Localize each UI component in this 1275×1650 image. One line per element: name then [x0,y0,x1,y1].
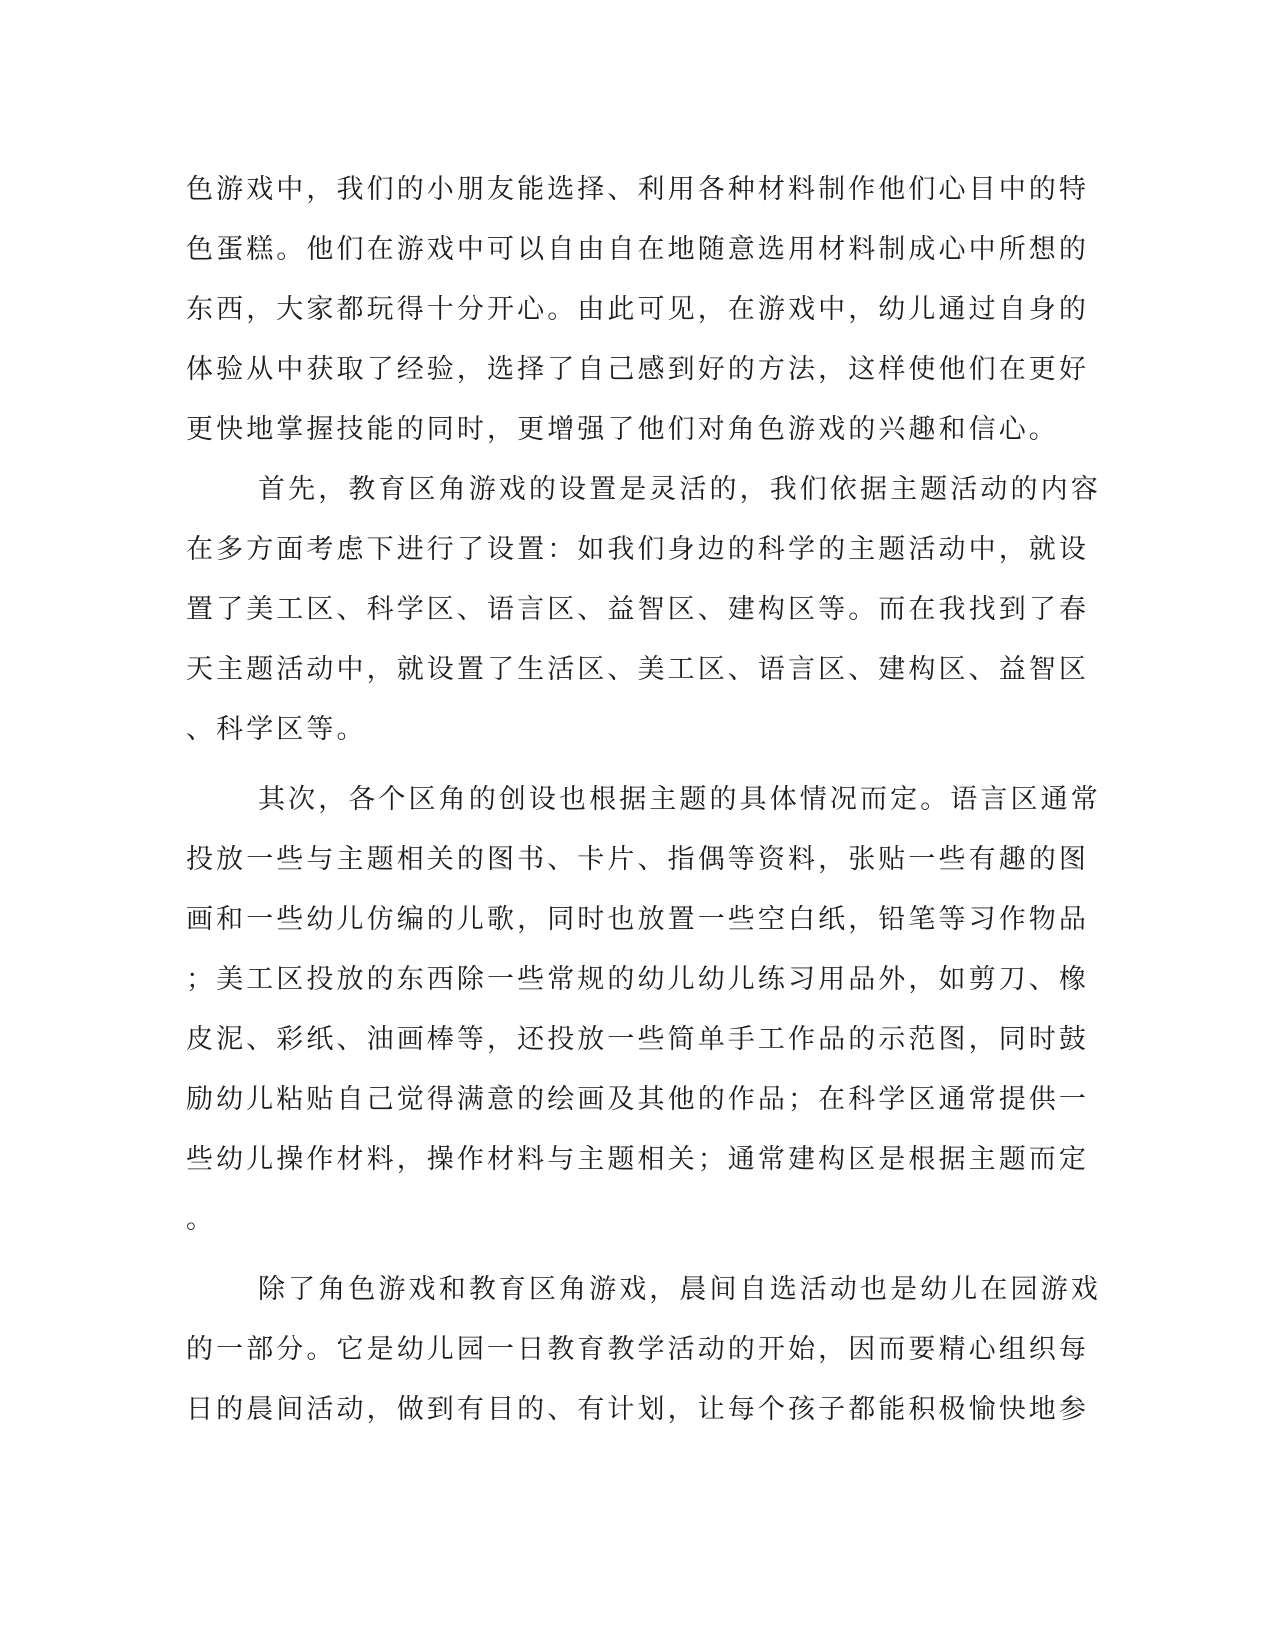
text-line: 、科学区等。 [186,714,367,745]
text-line: 画和一些幼儿仿编的儿歌，同时也放置一些空白纸，铅笔等习作物品 [186,904,1089,935]
text-line: 。 [186,1204,217,1235]
paragraph-gap [186,760,1066,770]
paragraph-gap [186,1250,1066,1260]
text-line: 在多方面考虑下进行了设置：如我们身边的科学的主题活动中，就设 [186,534,1089,565]
text-line: 些幼儿操作材料，操作材料与主题相关；通常建构区是根据主题而定 [186,1144,1089,1175]
text-line: 东西，大家都玩得十分开心。由此可见，在游戏中，幼儿通过自身的 [186,294,1089,325]
text-line: 首先，教育区角游戏的设置是灵活的，我们依据主题活动的内容 [258,474,1101,505]
body-text [186,160,1101,1440]
text-line: 励幼儿粘贴自己觉得满意的绘画及其他的作品；在科学区通常提供一 [186,1084,1089,1115]
text-line: 色蛋糕。他们在游戏中可以自由自在地随意选用材料制成心中所想的 [186,234,1089,265]
paragraph-1 [186,160,1089,460]
paragraph-4 [186,1260,1101,1440]
text-line: 除了角色游戏和教育区角游戏，晨间自选活动也是幼儿在园游戏 [258,1274,1101,1305]
text-line: 天主题活动中，就设置了生活区、美工区、语言区、建构区、益智区 [186,654,1089,685]
text-line: 日的晨间活动，做到有目的、有计划，让每个孩子都能积极愉快地参 [186,1394,1089,1425]
text-line: 体验从中获取了经验，选择了自己感到好的方法，这样使他们在更好 [186,354,1089,385]
text-line: 皮泥、彩纸、油画棒等，还投放一些简单手工作品的示范图，同时鼓 [186,1024,1089,1055]
paragraph-2 [186,460,1101,760]
text-line: 投放一些与主题相关的图书、卡片、指偶等资料，张贴一些有趣的图 [186,844,1089,875]
paragraph-3 [186,770,1101,1250]
text-line: 其次，各个区角的创设也根据主题的具体情况而定。语言区通常 [258,784,1101,815]
text-line: 置了美工区、科学区、语言区、益智区、建构区等。而在我找到了春 [186,594,1089,625]
text-line: 更快地掌握技能的同时，更增强了他们对角色游戏的兴趣和信心。 [186,414,1059,445]
text-line: 色游戏中，我们的小朋友能选择、利用各种材料制作他们心目中的特 [186,174,1089,205]
text-line: 的一部分。它是幼儿园一日教育教学活动的开始，因而要精心组织每 [186,1334,1089,1365]
text-line: ；美工区投放的东西除一些常规的幼儿幼儿练习用品外，如剪刀、橡 [186,964,1089,995]
